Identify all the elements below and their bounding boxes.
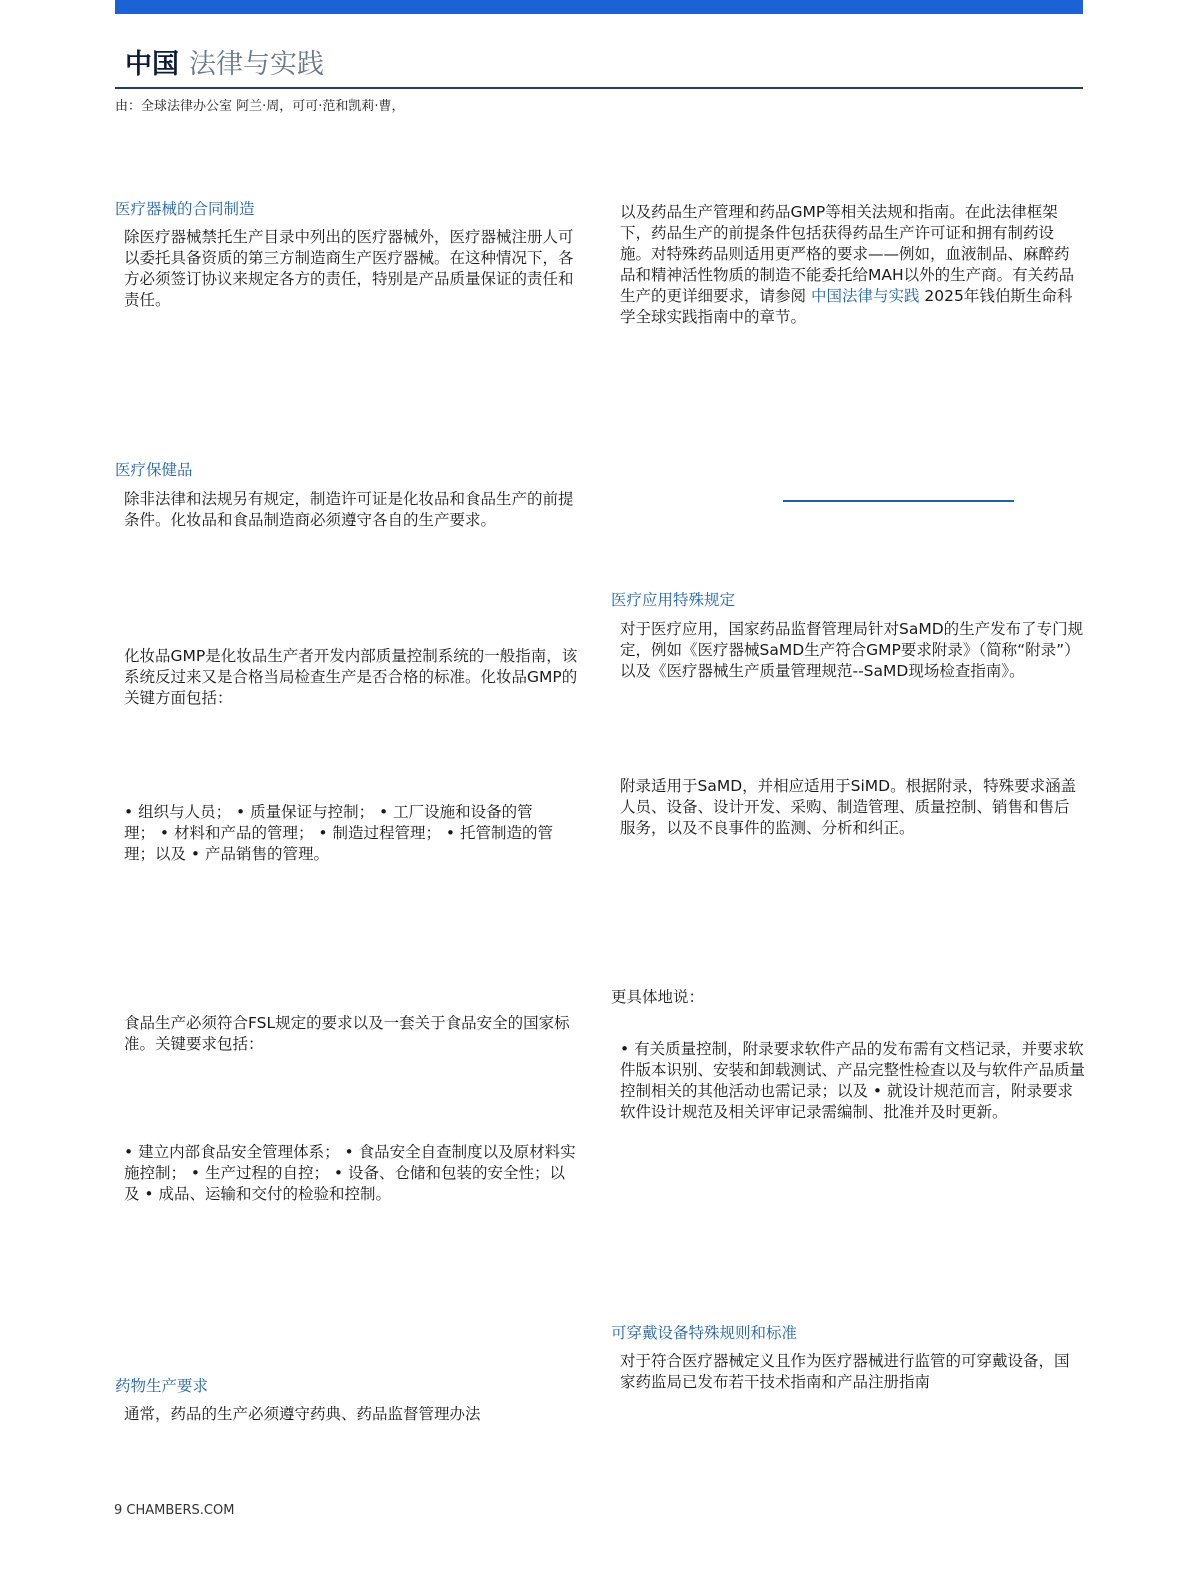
section-heading-wearables: 可穿戴设备特殊规则和标准 (611, 1324, 798, 1342)
section-heading-drug-manufacturing: 药物生产要求 (115, 1377, 209, 1395)
section-heading-contract-manufacturing: 医疗器械的合同制造 (115, 200, 255, 218)
drug-manufacturing-continued-paragraph (620, 202, 1082, 328)
drug-continued-tail: 2025年钱伯斯生命科学全球实践指南中的章节。 (620, 287, 1073, 326)
title-country: 中国 (125, 49, 179, 80)
title-subtitle: 法律与实践 (189, 49, 324, 80)
china-law-practice-link[interactable]: 中国法律与实践 (810, 287, 920, 305)
health-products-paragraph: 除非法律和法规另有规定，制造许可证是化妆品和食品生产的前提条件。化妆品和食品制造商必须遵守各自的生产要求。 (124, 490, 574, 529)
more-specifically-label: 更具体地说： (611, 988, 705, 1006)
cosmetics-gmp-list: • 组织与人员； • 质量保证与控制； • 工厂设施和设备的管理； • 材料和产品的管理； • 制造过程管理； • 托管制造的管理；以及 • 产品销售的管理。 (124, 803, 553, 863)
food-requirements-list: • 建立内部食品安全管理体系； • 食品安全自查制度以及原材料实施控制； • 生产过程的自控； • 设备、仓储和包装的安全性；以及 • 成品、运输和交付的检验和控制。 (124, 1143, 576, 1203)
contract-manufacturing-paragraph: 除医疗器械禁托生产目录中列出的医疗器械外，医疗器械注册人可以委托具备资质的第三方制造商生产医疗器械。在这种情况下，各方必须签订协议来规定各方的责任，特别是产品质量保证的责任和责任。 (124, 228, 574, 309)
author-byline: 由：全球法律办公室 阿兰·周，可可·范和凯莉·曹， (115, 99, 405, 114)
title-divider (115, 87, 1083, 89)
drug-continued-text: 以及药品生产管理和药品GMP等相关法规和指南。在此法律框架下，药品生产的前提条件包括获得药品生产许可证和拥有制药设施。对特殊药品则适用更严格的要求——例如，血液制品、麻醉药品和精神活性物质的制造不能委托给MAH以外的生产商。有关药品生产的更详细要求，请参阅 (620, 203, 1075, 305)
top-accent-bar (115, 0, 1083, 14)
software-quality-list: • 有关质量控制，附录要求软件产品的发布需有文档记录，并要求软件版本识别、安装和卸载测试、产品完整性检查以及与软件产品质量控制相关的其他活动也需记录；以及 • 就设计规范而言，附录要求软件设计规范及相关评审记录需编制、批准并及时更新。 (620, 1040, 1086, 1121)
section-heading-health-products: 医疗保健品 (115, 461, 193, 479)
column-divider-rule (783, 500, 1014, 502)
cosmetics-gmp-paragraph: 化妆品GMP是化妆品生产者开发内部质量控制系统的一般指南，该系统反过来又是合格当局检查生产是否合格的标准。化妆品GMP的关键方面包括： (124, 647, 578, 707)
drug-manufacturing-paragraph: 通常，药品的生产必须遵守药典、药品监督管理办法 (124, 1405, 481, 1423)
section-heading-medical-apps: 医疗应用特殊规定 (611, 591, 736, 609)
page-footer: 9 CHAMBERS.COM (114, 1503, 235, 1518)
page-title (125, 48, 324, 82)
annex-paragraph: 附录适用于SaMD，并相应适用于SiMD。根据附录，特殊要求涵盖人员、设备、设计开发、采购、制造管理、质量控制、销售和售后服务，以及不良事件的监测、分析和纠正。 (620, 777, 1077, 837)
medical-apps-paragraph: 对于医疗应用，国家药品监督管理局针对SaMD的生产发布了专门规定，例如《医疗器械SaMD生产符合GMP要求附录》（简称“附录”）以及《医疗器械生产质量管理规范--SaMD现场检查指南》。 (620, 620, 1084, 680)
wearables-paragraph: 对于符合医疗器械定义且作为医疗器械进行监管的可穿戴设备，国家药监局已发布若干技术指南和产品注册指南 (620, 1352, 1070, 1391)
food-production-paragraph: 食品生产必须符合FSL规定的要求以及一套关于食品安全的国家标准。关键要求包括： (124, 1014, 570, 1053)
